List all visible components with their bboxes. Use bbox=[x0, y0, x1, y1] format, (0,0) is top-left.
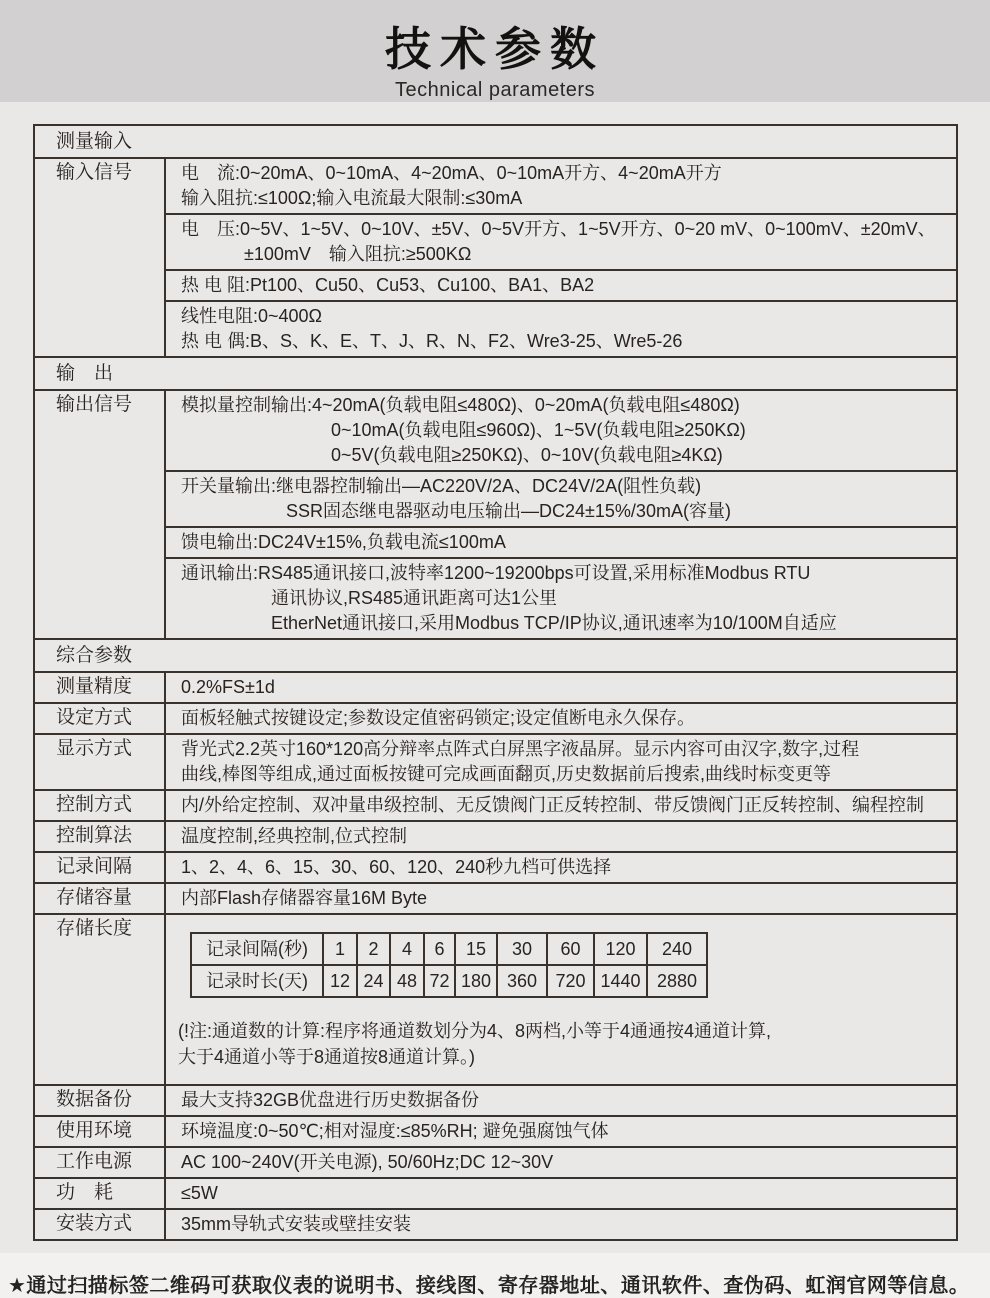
control-method-value: 内/外给定控制、双冲量串级控制、无反馈阀门正反转控制、带反馈阀门正反转控制、编程控制 bbox=[181, 795, 924, 815]
control-algorithm-label: 控制算法 bbox=[35, 822, 166, 851]
row-mounting-method bbox=[35, 1208, 956, 1239]
input-rtd-line: 热 电 阻:Pt100、Cu50、Cu53、Cu100、BA1、BA2 bbox=[181, 275, 595, 295]
output-comm-line3: EtherNet通讯接口,采用Modbus TCP/IP协议,通讯速率为10/100M自适应 bbox=[271, 613, 837, 633]
storage-interval-row bbox=[192, 934, 706, 964]
row-power-supply bbox=[35, 1146, 956, 1177]
storage-interval-cell: 15 bbox=[454, 934, 496, 964]
row-power-consumption bbox=[35, 1177, 956, 1208]
record-interval-value: 1、2、4、6、15、30、60、120、240秒九档可供选择 bbox=[181, 857, 612, 877]
input-current-line2: 输入阻抗:≤100Ω;输入电流最大限制:≤30mA bbox=[181, 188, 523, 208]
storage-interval-cell: 1 bbox=[322, 934, 356, 964]
storage-length-label: 存储长度 bbox=[35, 915, 166, 1084]
storage-note-line1: (!注:通道数的计算:程序将通道数划分为4、8两档,小等于4通通按4通道计算, bbox=[178, 1021, 772, 1041]
storage-interval-cell: 60 bbox=[546, 934, 593, 964]
section-output: 输 出 bbox=[35, 356, 956, 389]
row-storage-capacity bbox=[35, 882, 956, 913]
power-consumption-label: 功 耗 bbox=[35, 1179, 166, 1208]
output-relay-group bbox=[166, 470, 956, 526]
footer-band bbox=[0, 1253, 990, 1298]
row-record-interval bbox=[35, 851, 956, 882]
storage-duration-cell: 2880 bbox=[646, 966, 706, 996]
output-analog-group bbox=[166, 391, 956, 470]
storage-table bbox=[190, 932, 708, 998]
spec-table bbox=[33, 124, 958, 1241]
row-data-backup bbox=[35, 1084, 956, 1115]
row-measure-accuracy bbox=[35, 671, 956, 702]
storage-duration-cell: 720 bbox=[546, 966, 593, 996]
display-method-line1: 背光式2.2英寸160*120高分辩率点阵式白屏黑字液晶屏。显示内容可由汉字,数字,过程 bbox=[181, 739, 860, 759]
output-relay-line2: SSR固态继电器驱动电压输出—DC24±15%/30mA(容量) bbox=[286, 501, 731, 521]
storage-note bbox=[178, 1018, 956, 1070]
title-band bbox=[0, 0, 990, 102]
display-method-label: 显示方式 bbox=[35, 735, 166, 789]
section-measure-input: 测量输入 bbox=[56, 131, 133, 152]
storage-interval-cell: 30 bbox=[496, 934, 546, 964]
storage-interval-cell: 120 bbox=[593, 934, 646, 964]
row-display-method bbox=[35, 733, 956, 789]
input-linear-res-line: 线性电阻:0~400Ω bbox=[181, 306, 323, 326]
operating-environment-value: 环境温度:0~50℃;相对湿度:≤85%RH; 避免强腐蚀气体 bbox=[181, 1121, 609, 1141]
storage-duration-cell: 48 bbox=[389, 966, 423, 996]
input-thermocouple-line: 热 电 偶:B、S、K、E、T、J、R、N、F2、Wre3-25、Wre5-26 bbox=[181, 331, 683, 351]
qr-footnote: ★通过扫描标签二维码可获取仪表的说明书、接线图、寄存器地址、通讯软件、查伪码、虹润官网等信息。 bbox=[8, 1275, 970, 1297]
setting-method-value: 面板轻触式按键设定;参数设定值密码锁定;设定值断电永久保存。 bbox=[181, 708, 695, 728]
row-storage-length bbox=[35, 913, 956, 1084]
data-backup-value: 最大支持32GB优盘进行历史数据备份 bbox=[181, 1090, 480, 1110]
content-area bbox=[0, 102, 990, 1253]
output-feed-line: 馈电输出:DC24V±15%,负载电流≤100mA bbox=[181, 532, 506, 552]
section-general-params: 综合参数 bbox=[35, 638, 956, 671]
measure-accuracy-label: 测量精度 bbox=[35, 673, 166, 702]
output-comm-line2: 通讯协议,RS485通讯距离可达1公里 bbox=[271, 588, 558, 608]
power-consumption-value: ≤5W bbox=[181, 1183, 218, 1203]
control-method-label: 控制方式 bbox=[35, 791, 166, 820]
row-output-signal bbox=[35, 389, 956, 638]
control-algorithm-value: 温度控制,经典控制,位式控制 bbox=[181, 826, 408, 846]
page-title: 技术参数 bbox=[385, 23, 605, 75]
storage-capacity-value: 内部Flash存储器容量16M Byte bbox=[181, 888, 428, 908]
measure-accuracy-value: 0.2%FS±1d bbox=[181, 677, 275, 697]
output-comm-group bbox=[166, 557, 956, 638]
storage-note-line2: 大于4通道小等于8通道按8通道计算。) bbox=[178, 1047, 476, 1067]
display-method-line2: 曲线,棒图等组成,通过面板按键可完成画面翻页,历史数据前后搜索,曲线时标变更等 bbox=[181, 764, 832, 784]
storage-interval-header: 记录间隔(秒) bbox=[206, 939, 308, 959]
data-backup-label: 数据备份 bbox=[35, 1086, 166, 1115]
operating-environment-label: 使用环境 bbox=[35, 1117, 166, 1146]
page-subtitle: Technical parameters bbox=[394, 79, 596, 101]
row-input-signal bbox=[35, 157, 956, 356]
storage-duration-cell: 360 bbox=[496, 966, 546, 996]
mounting-method-label: 安装方式 bbox=[35, 1210, 166, 1239]
input-current-group bbox=[166, 159, 956, 213]
storage-duration-header: 记录时长(天) bbox=[206, 971, 308, 991]
storage-duration-cell: 1440 bbox=[593, 966, 646, 996]
power-supply-label: 工作电源 bbox=[35, 1148, 166, 1177]
input-signal-label: 输入信号 bbox=[35, 159, 166, 356]
input-rtd-group bbox=[166, 269, 956, 300]
output-analog-line2: 0~10mA(负载电阻≤960Ω)、1~5V(负载电阻≥250KΩ) bbox=[331, 420, 746, 440]
storage-interval-cell: 240 bbox=[646, 934, 706, 964]
storage-duration-cell: 72 bbox=[423, 966, 454, 996]
row-operating-environment bbox=[35, 1115, 956, 1146]
power-supply-value: AC 100~240V(开关电源), 50/60Hz;DC 12~30V bbox=[181, 1152, 554, 1172]
input-voltage-line1: 电 压:0~5V、1~5V、0~10V、±5V、0~5V开方、1~5V开方、0~20 mV、0~100mV、±20mV、 bbox=[181, 219, 936, 239]
input-current-line1: 电 流:0~20mA、0~10mA、4~20mA、0~10mA开方、4~20mA开方 bbox=[181, 163, 722, 183]
storage-duration-cell: 24 bbox=[356, 966, 389, 996]
setting-method-label: 设定方式 bbox=[35, 704, 166, 733]
output-analog-line3: 0~5V(负载电阻≥250KΩ)、0~10V(负载电阻≥4KΩ) bbox=[331, 445, 723, 465]
storage-interval-cell: 6 bbox=[423, 934, 454, 964]
row-control-algorithm bbox=[35, 820, 956, 851]
output-feed-group bbox=[166, 526, 956, 557]
row-control-method bbox=[35, 789, 956, 820]
output-comm-line1: 通讯输出:RS485通讯接口,波特率1200~19200bps可设置,采用标准Modbus RTU bbox=[181, 563, 811, 583]
storage-interval-cell: 2 bbox=[356, 934, 389, 964]
input-resistance-tc-group bbox=[166, 300, 956, 356]
storage-capacity-label: 存储容量 bbox=[35, 884, 166, 913]
storage-duration-cell: 180 bbox=[454, 966, 496, 996]
row-setting-method bbox=[35, 702, 956, 733]
record-interval-label: 记录间隔 bbox=[35, 853, 166, 882]
input-voltage-line2: ±100mV 输入阻抗:≥500KΩ bbox=[244, 244, 472, 264]
input-voltage-group bbox=[166, 213, 956, 269]
output-analog-line1: 模拟量控制输出:4~20mA(负载电阻≤480Ω)、0~20mA(负载电阻≤480Ω) bbox=[181, 395, 740, 415]
storage-interval-cell: 4 bbox=[389, 934, 423, 964]
mounting-method-value: 35mm导轨式安装或壁挂安装 bbox=[181, 1214, 412, 1234]
storage-duration-row bbox=[192, 964, 706, 996]
output-signal-label: 输出信号 bbox=[35, 391, 166, 638]
storage-duration-cell: 12 bbox=[322, 966, 356, 996]
output-relay-line1: 开关量输出:继电器控制输出—AC220V/2A、DC24V/2A(阻性负载) bbox=[181, 476, 702, 496]
